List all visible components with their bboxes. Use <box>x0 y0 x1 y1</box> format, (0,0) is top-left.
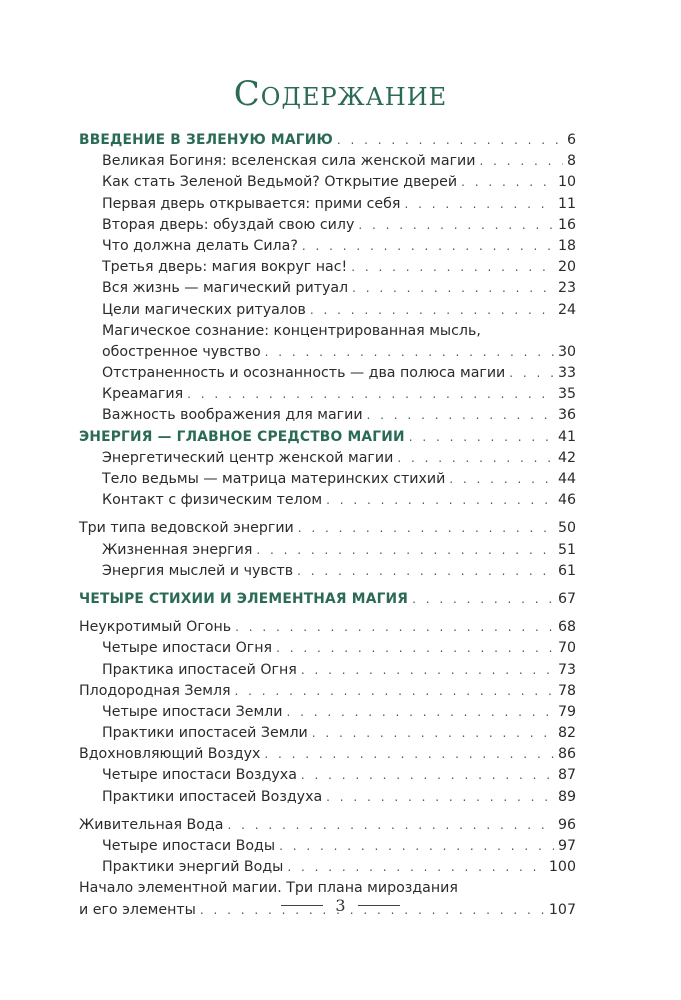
toc-entry[interactable]: Вторая дверь: обуздай свою силу . . . 16 <box>79 215 576 236</box>
toc-entry[interactable]: Практики ипостасей Земли . . . 82 <box>79 723 576 744</box>
toc-entry[interactable]: Отстраненность и осознанность — два полюса магии . . . 33 <box>79 363 576 384</box>
toc-entry-title: ЭНЕРГИЯ — ГЛАВНОЕ СРЕДСТВО МАГИИ <box>79 428 405 445</box>
toc-entry[interactable]: Живительная Вода . . . 96 <box>79 815 576 836</box>
toc-entry[interactable]: Тело ведьмы — матрица материнских стихий . . . 44 <box>79 469 576 490</box>
toc-entry[interactable]: Четыре ипостаси Воды . . . 97 <box>79 836 576 857</box>
toc-entry[interactable]: Три типа ведовской энергии . . . 50 <box>79 518 576 539</box>
toc-entry[interactable]: Что должна делать Сила? . . . 18 <box>79 236 576 257</box>
toc-section-3[interactable] <box>79 589 576 610</box>
toc-entry[interactable]: Практики ипостасей Воздуха . . . 89 <box>79 787 576 808</box>
toc-entry[interactable]: Энергетический центр женской магии . . . 42 <box>79 448 576 469</box>
toc-entry[interactable]: Четыре ипостаси Воздуха . . . 87 <box>79 765 576 786</box>
toc-entry[interactable]: Практика ипостасей Огня . . . 73 <box>79 660 576 681</box>
toc-entry[interactable]: обостренное чувство . . . 30 <box>79 342 576 363</box>
toc-entry[interactable]: Великая Богиня: вселенская сила женской магии . . . 8 <box>79 151 576 172</box>
page-number-value: 3 <box>335 896 346 915</box>
toc-entry[interactable]: Четыре ипостаси Огня . . . 70 <box>79 638 576 659</box>
toc-entry[interactable]: Практики энергий Воды . . . 100 <box>79 857 576 878</box>
toc-entry[interactable]: Плодородная Земля . . . 78 <box>79 681 576 702</box>
toc-entry[interactable]: Неукротимый Огонь . . . 68 <box>79 617 576 638</box>
table-of-contents <box>79 130 576 921</box>
toc-entry-title: ЧЕТЫРЕ СТИХИИ И ЭЛЕМЕНТНАЯ МАГИЯ <box>79 590 409 607</box>
toc-entry[interactable]: Цели магических ритуалов . . . 24 <box>79 300 576 321</box>
toc-entry[interactable]: Вдохновляющий Воздух . . . 86 <box>79 744 576 765</box>
folio-rule-right <box>358 905 400 906</box>
toc-entry[interactable]: Четыре ипостаси Земли . . . 79 <box>79 702 576 723</box>
toc-entry[interactable]: Креамагия . . . 35 <box>79 384 576 405</box>
toc-entry[interactable]: Вся жизнь — магический ритуал . . . 23 <box>79 278 576 299</box>
toc-entry-line[interactable]: Магическое сознание: концентрированная мысль, <box>102 322 481 339</box>
toc-page-number: 6 <box>566 132 576 148</box>
toc-entry[interactable]: Жизненная энергия . . . 51 <box>79 540 576 561</box>
toc-entry[interactable]: Энергия мыслей и чувств . . . 61 <box>79 561 576 582</box>
page-number <box>0 896 681 915</box>
page-title: Содержание <box>233 74 448 114</box>
toc-entry[interactable]: и его элементы . . . 107 <box>79 900 576 921</box>
toc-page-number: 41 <box>557 428 576 445</box>
folio-rule-left <box>281 905 323 906</box>
toc-section-1[interactable] <box>79 130 576 151</box>
toc-entry[interactable]: Важность воображения для магии . . . 36 <box>79 405 576 426</box>
toc-entry-title: ВВЕДЕНИЕ В ЗЕЛЕНУЮ МАГИЮ <box>79 132 333 148</box>
toc-entry[interactable]: Как стать Зеленой Ведьмой? Открытие дверей . . . 10 <box>79 172 576 193</box>
toc-entry-line[interactable]: Начало элементной магии. Три плана мироздания <box>79 880 458 897</box>
toc-entry[interactable]: Третья дверь: магия вокруг нас! . . . 20 <box>79 257 576 278</box>
toc-entry[interactable]: Первая дверь открывается: прими себя . . . 11 <box>79 194 576 215</box>
toc-page-number: 67 <box>557 590 576 607</box>
toc-section-2[interactable] <box>79 427 576 448</box>
toc-entry[interactable]: Контакт с физическим телом . . . 46 <box>79 490 576 511</box>
